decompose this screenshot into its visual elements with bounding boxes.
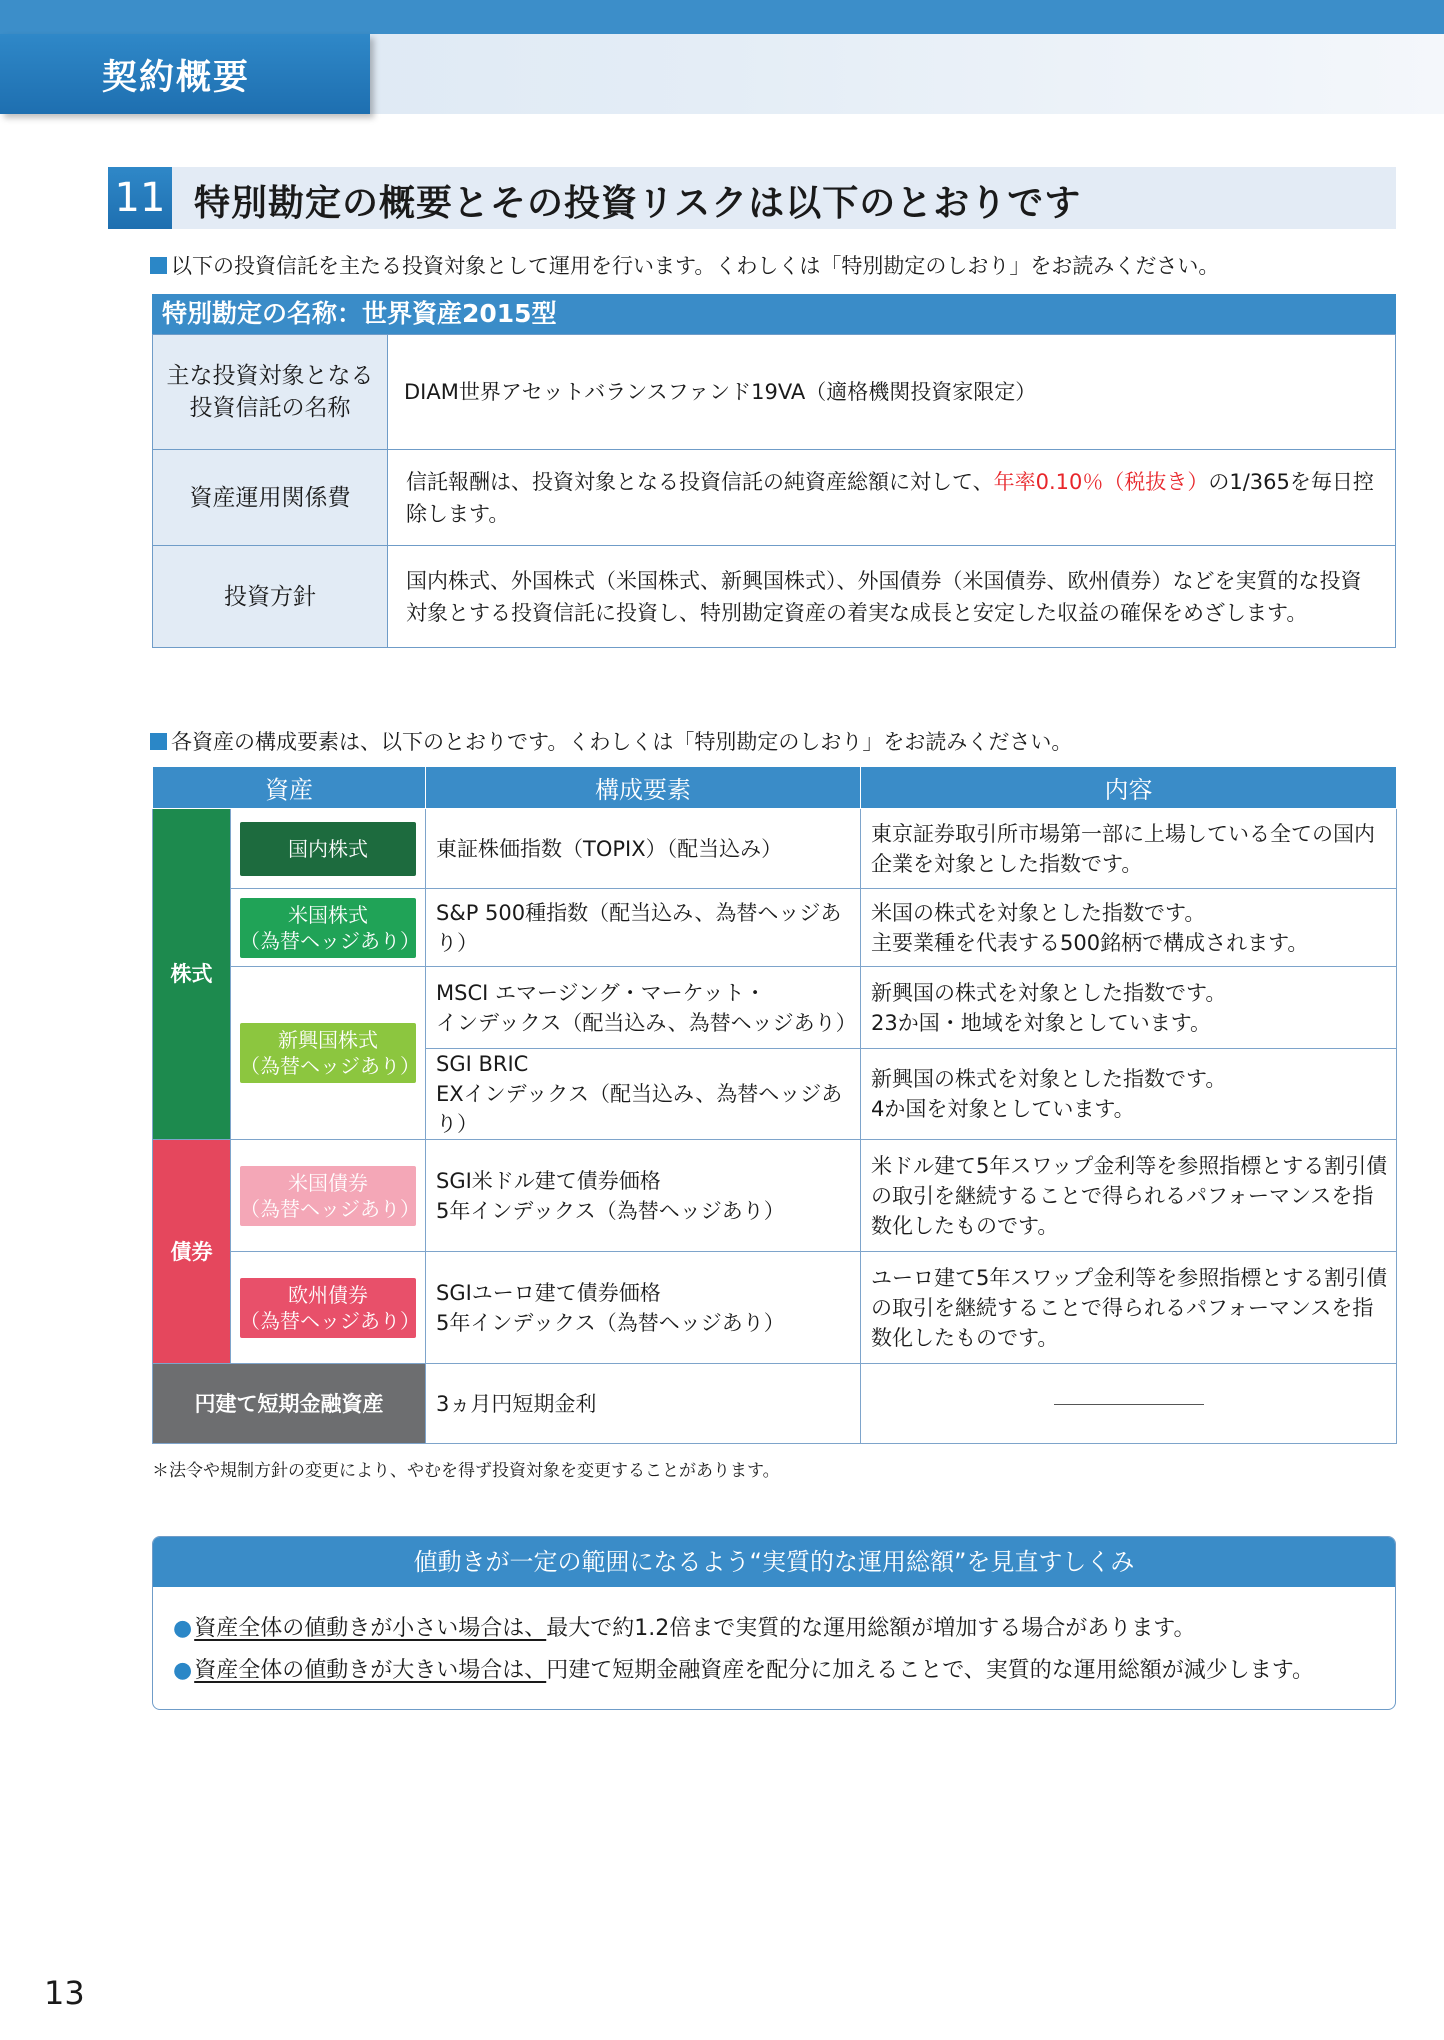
info-box [152, 1536, 1396, 1710]
row-value: 信託報酬は、投資対象となる投資信託の純資産総額に対して、年率0.10％（税抜き）の1/365を毎日控除します。 [388, 450, 1396, 546]
square-bullet-icon [150, 257, 167, 274]
account-table-header: 特別勘定の名称：世界資産2015型 [152, 294, 1396, 334]
element-cell: SGIユーロ建て債券価格 5年インデックス（為替ヘッジあり） [426, 1252, 861, 1364]
label-us-stocks: 米国株式 （為替ヘッジあり） [240, 898, 416, 958]
asset-label-cell [231, 1252, 426, 1364]
footnote: ＊法令や規制方針の変更により、やむを得ず投資対象を変更することがあります。 [152, 1461, 780, 1481]
content-cell: 新興国の株式を対象とした指数です。 23か国・地域を対象としています。 [861, 967, 1397, 1049]
info-box-title: 値動きが一定の範囲になるよう“実質的な運用総額”を見直すしくみ [153, 1537, 1395, 1587]
header-tab-title: 契約概要 [102, 58, 251, 98]
content-cell: 米ドル建て5年スワップ金利等を参照指標とする割引債の取引を継続することで得られるパフォーマンスを指数化したものです。 [861, 1140, 1397, 1252]
account-table [152, 334, 1396, 648]
asset-label-cell [231, 889, 426, 967]
content-cell: 東京証券取引所市場第一部に上場している全ての国内企業を対象とした指数です。 [861, 809, 1397, 889]
category-bonds: 債券 [153, 1140, 231, 1364]
table-row [153, 1252, 1397, 1364]
info-bullet-1: ●資産全体の値動きが小さい場合は、最大で約1.2倍まで実質的な運用総額が増加する場合があります。 [173, 1616, 1196, 1641]
label-emerging-stocks: 新興国株式 （為替ヘッジあり） [240, 1023, 416, 1083]
bullet-dot-icon: ● [173, 1616, 193, 1641]
element-cell: S&P 500種指数（配当込み、為替ヘッジあり） [426, 889, 861, 967]
table-header-row [153, 767, 1397, 809]
category-cash: 円建て短期金融資産 [153, 1364, 426, 1444]
fee-rate: 年率0.10％（税抜き） [993, 469, 1209, 494]
asset-label-cell [231, 809, 426, 889]
label-eu-bonds: 欧州債券 （為替ヘッジあり） [240, 1278, 416, 1338]
label-us-bonds: 米国債券 （為替ヘッジあり） [240, 1166, 416, 1226]
content-cell: 新興国の株式を対象とした指数です。 4か国を対象としています。 [861, 1049, 1397, 1140]
row-key: 資産運用関係費 [153, 450, 388, 546]
element-cell: MSCI エマージング・マーケット・ インデックス（配当込み、為替ヘッジあり） [426, 967, 861, 1049]
top-bar [0, 0, 1444, 34]
table-row [153, 335, 1396, 450]
page-number: 13 [44, 1974, 85, 2012]
components-table [152, 766, 1397, 1444]
table-row [153, 889, 1397, 967]
element-cell: SGI米ドル建て債券価格 5年インデックス（為替ヘッジあり） [426, 1140, 861, 1252]
section-number: 11 [108, 167, 172, 229]
header-asset: 資産 [153, 767, 426, 809]
note-components: 各資産の構成要素は、以下のとおりです。くわしくは「特別勘定のしおり」をお読みください。 [150, 726, 1072, 756]
bullet-dot-icon: ● [173, 1658, 193, 1683]
header-tab [0, 34, 370, 114]
section-title-bar [108, 167, 1396, 229]
label-domestic-stocks: 国内株式 [240, 822, 416, 876]
dash-line [1054, 1404, 1204, 1405]
table-row [153, 1364, 1397, 1444]
row-key: 投資方針 [153, 546, 388, 648]
asset-label-cell [231, 1140, 426, 1252]
section-title: 特別勘定の概要とその投資リスクは以下のとおりです [194, 183, 1082, 224]
table-row [153, 809, 1397, 889]
note-investment-trust: 以下の投資信託を主たる投資対象として運用を行います。くわしくは「特別勘定のしおり」をお読みください。 [150, 250, 1219, 280]
element-cell: SGI BRIC EXインデックス（配当込み、為替ヘッジあり） [426, 1049, 861, 1140]
element-cell: 東証株価指数（TOPIX）（配当込み） [426, 809, 861, 889]
square-bullet-icon [150, 733, 167, 750]
table-row [153, 450, 1396, 546]
table-row [153, 546, 1396, 648]
table-row [153, 1140, 1397, 1252]
content-cell: ユーロ建て5年スワップ金利等を参照指標とする割引債の取引を継続することで得られるパフォーマンスを指数化したものです。 [861, 1252, 1397, 1364]
row-value: DIAM世界アセットバランスファンド19VA（適格機関投資家限定） [388, 335, 1396, 450]
asset-label-cell [231, 967, 426, 1140]
category-stocks: 株式 [153, 809, 231, 1140]
table-row [153, 967, 1397, 1049]
header-content: 内容 [861, 767, 1397, 809]
info-bullet-2: ●資産全体の値動きが大きい場合は、円建て短期金融資産を配分に加えることで、実質的な運用総額が減少します。 [173, 1658, 1315, 1683]
content-cell: 米国の株式を対象とした指数です。 主要業種を代表する500銘柄で構成されます。 [861, 889, 1397, 967]
row-key: 主な投資対象となる 投資信託の名称 [153, 335, 388, 450]
row-value: 国内株式、外国株式（米国株式、新興国株式）、外国債券（米国債券、欧州債券）などを実質的な投資対象とする投資信託に投資し、特別勘定資産の着実な成長と安定した収益の確保をめざします。 [388, 546, 1396, 648]
header-element: 構成要素 [426, 767, 861, 809]
element-cell: 3ヵ月円短期金利 [426, 1364, 861, 1444]
content-cell [861, 1364, 1397, 1444]
